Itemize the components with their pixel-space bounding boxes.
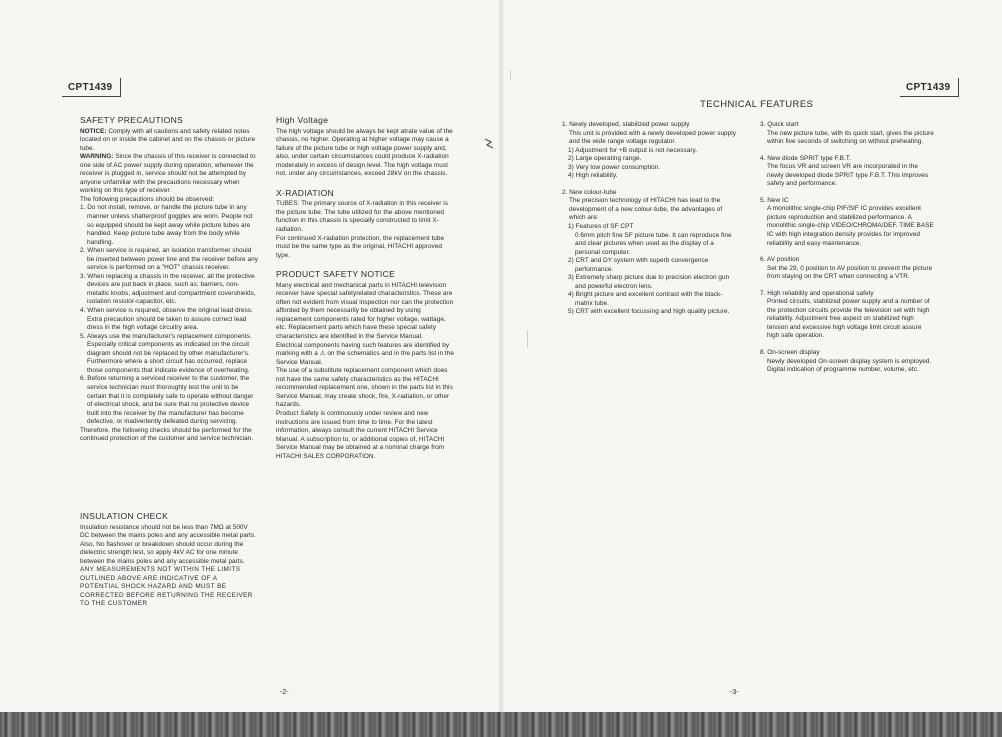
product-safety-p3: The use of a substitute replacement component which does not have the same safety characteristics as the HITACHI recommended replacement one, shown in the parts list in this Service Manual, may create shock, fire, X-radiation, or other hazards. — [276, 367, 453, 409]
x-radiation-p1: TUBES: The primary source of X-radiation in this receiver is the picture tube. The tube utilized for the above mentioned function in this chassis is specially constructed to limit X-radiation. — [276, 200, 448, 234]
x-radiation-section — [276, 189, 454, 260]
feature-subitem: 5) CRT with excellent focussing and high quality picture. — [568, 308, 730, 316]
feature-item — [562, 189, 738, 317]
feature-subitem: 3) Extremely sharp picture due to precision electron gun and powerful electron lens. — [568, 274, 730, 290]
feature-subitem: 4) High reliability. — [568, 172, 618, 180]
page-number-right: -3- — [730, 689, 739, 696]
feature-item — [760, 256, 934, 282]
feature-item — [562, 121, 738, 181]
feature-heading: 7. High reliability and operational safety — [760, 289, 874, 297]
safety-item: 1. Do not install, remove, or handle the picture tube in any manner unless shatterproof goggles are worn. People not so equipped should be kept away while picture tubes are handled. Keep picture tube away from the body while handling. — [80, 204, 253, 246]
page-number-left: -2- — [280, 689, 289, 696]
insulation-body: Insulation resistance should not be less than 7MΩ at 500V DC between the mains poles and any accessible metal parts. — [80, 523, 256, 540]
feature-subitem: 0.6mm pitch fine SF picture tube. It can reproduce fine and clear pictures when used as the display of a personal computer. — [575, 231, 732, 256]
high-voltage-body: The high voltage should be always be kept atrate value of the chassis, no higher. Operating at higher voltage may cause a failure of the picture tube or high voltage power supply and, also, under certain circumstances could produce X-radiation moderately in excess of design level. The high voltage must not, under any circumstances, exceed 28kV on the chassis. — [276, 127, 453, 178]
safety-item: 6. Before returning a serviced receiver to the customer, the service technician must thoroughly test the unit to be certain that it is completely safe to operate without danger of electrical shock, and be sure that no protective device built into the receiver by the manufacturer has become defective, or inadvertently defeated during servicing. — [80, 375, 254, 426]
safety-title: SAFETY PRECAUTIONS — [80, 115, 184, 125]
feature-heading: 6. AV position — [760, 256, 800, 264]
feature-heading: 1. Newly developed, stabilized power supply — [562, 121, 690, 128]
binding-clip-icon — [482, 136, 496, 150]
safety-item: 3. When replacing a chassis in the receiver, all the protective devices are put back in place, such as; barriers, non-metallic knobs, adjustment and compartment covershields, isolation resistor-capacitor, etc. — [80, 272, 256, 306]
product-safety-p1: Many electrical and mechanical parts in HITACHI television receiver have special safetyrelated characteristics. These are often not evident from visual inspection nor can the protection afforded by them necessarily be obtained by using replacement components rated for higher voltage, wattage, etc. Replacement parts which have these special safety characteristics are identified in the Service Manual. — [276, 281, 454, 341]
feature-item — [760, 197, 934, 248]
high-voltage-section — [276, 116, 454, 179]
feature-heading: 3. Quick start — [760, 121, 799, 128]
warning-paragraph: WARNING: Since the chassis of this receiver is connected to one side of AC power supply during operation, whenever the receiver is plugged in, service should not be attempted by anyone unfamiliar with the precautions necessary when working on this type of receiver. — [80, 153, 256, 195]
feature-text: A monolithic single-chip PIF/SIF IC provides excellent picture reproduction and stabilized performance. A monolithic single-chip VIDEO/CHROMA/DEF. TIME BASE IC with high integration density provides for improved reliability and easy maintenance. — [767, 205, 934, 247]
safety-item: 2. When service is required, an isolation transformer should be inserted between power line and the receiver before any service is performed on a "HOT" chassis receiver. — [80, 247, 258, 272]
feature-item — [760, 121, 934, 147]
safety-intro: The following precautions should be observed: — [80, 195, 215, 203]
model-label-right: CPT1439 — [900, 78, 959, 97]
model-label-left: CPT1439 — [62, 78, 121, 97]
feature-item — [760, 155, 934, 189]
insulation-also: Also, No flashover or breakdown should occur during the dielectric strength test, so apply 4kV AC for one minute between the mains poles and any accessible metal parts. — [80, 540, 245, 565]
safety-section — [80, 116, 258, 444]
x-radiation-p2: For continued X-radiation protection, the replacement tube must be the same type as the original, HITACHI approved type. — [276, 234, 445, 259]
insulation-section — [80, 512, 258, 609]
left-column-2 — [276, 116, 454, 469]
feature-text: The focus VR and screen VR are incorporated in the newly developed diode SPRIT type F.B.T. This improves safety and performance. — [767, 163, 929, 188]
right-column-2 — [760, 121, 934, 383]
feature-heading: 4. New diode SPRIT type F.B.T. — [760, 154, 851, 162]
insulation-caps: ANY MEASUREMENTS NOT WITHIN THE LIMITS OUTLINED ABOVE ARE INDICATIVE OF A POTENTIAL SHOCK HAZARD AND MUST BE CORRECTED BEFORE RETURNING THE RECEIVER TO THE CUSTOMER — [80, 566, 253, 608]
notice-paragraph: NOTICE: Comply with all cautions and safety related notes located on or inside the cabinet and on the chassis or picture tube. — [80, 127, 256, 152]
feature-text: The new picture tube, with its quick start, gives the picture within five seconds of switching on without preheating. — [767, 129, 934, 146]
insulation-title: INSULATION CHECK — [80, 511, 169, 521]
product-safety-p4: Product Safety is continuously under review and new instructions are issued from time to time. For the latest information, always consult the current HITACHI Service Manual. A subscription to, or additional copies of, HITACHI Service Manual may be obtained at a nominal charge from HITACHI SALES CORPORATION. — [276, 409, 445, 460]
product-safety-title: PRODUCT SAFETY NOTICE — [276, 269, 396, 280]
x-radiation-title: X-RADIATION — [276, 187, 335, 198]
feature-heading: 2. New colour-tube — [562, 188, 617, 196]
feature-item — [760, 290, 934, 341]
left-page — [0, 0, 500, 737]
scan-edge-strip — [0, 712, 1002, 737]
product-safety-section — [276, 270, 454, 461]
feature-heading: 5. New IC — [760, 196, 789, 204]
right-column-1 — [562, 121, 738, 325]
safety-item: 4. When service is required, observe the original lead dress. Extra precaution should be taken to assure correct lead dress in the high voltage circuitry area. — [80, 307, 253, 332]
safety-closing: Therefore, the following checks should be performed for the continued protection of the customer and service technician. — [80, 426, 254, 443]
left-column-1 — [80, 116, 258, 452]
product-safety-p2: Electrical components having such features are identified by marking with a ⚠ on the schematics and in the parts list in the Service Manual. — [276, 341, 454, 366]
feature-text: This unit is provided with a newly developed power supply and the wide range voltage regulator. — [569, 129, 736, 146]
feature-subitem: 4) Bright picture and excellent contrast with the black-matrix tube. — [568, 291, 723, 307]
feature-subitem: 2) CRT and DY system with superb convergence performance. — [568, 257, 709, 273]
safety-item: 5. Always use the manufacturer's replacement components. Especially critical components as indicated on the circuit diagram should not be replaced by other manufacturer's. Furthermore where a short circuit has occurred, replace those components that indicate evidence of overheating. — [80, 332, 252, 374]
feature-text: Set the 29, 0 position to AV position to prevent the picture from staying on the CRT when connecting a VTR. — [767, 264, 933, 281]
high-voltage-title: High Voltage — [276, 115, 329, 125]
feature-item — [760, 349, 934, 375]
feature-heading: 8. On-screen display — [760, 349, 820, 357]
feature-subitem: 2) Large operating range. — [568, 155, 642, 163]
feature-subitem: 1) Adjustment for +B output is not necessary. — [568, 146, 698, 154]
technical-features-title: TECHNICAL FEATURES — [700, 99, 814, 110]
feature-subitem: 3) Very low power consumption. — [568, 163, 661, 171]
feature-text: Printed circuits, stabilized power supply and a number of the protection circuits provide the television set with high reliability. Adjustment free aspect on stabilized high tension and excessive high voltage limit circuit assure high safe operation. — [767, 298, 930, 340]
feature-subitem: 1) Features of SF CPT — [568, 223, 634, 231]
feature-text: The precision technology of HITACHI has lead to the development of a new colour-tube, the advantages of which are: — [569, 197, 723, 222]
feature-text: Newly developed On-screen display system is employed. Digital indication of programme number, volume, etc. — [767, 357, 932, 374]
